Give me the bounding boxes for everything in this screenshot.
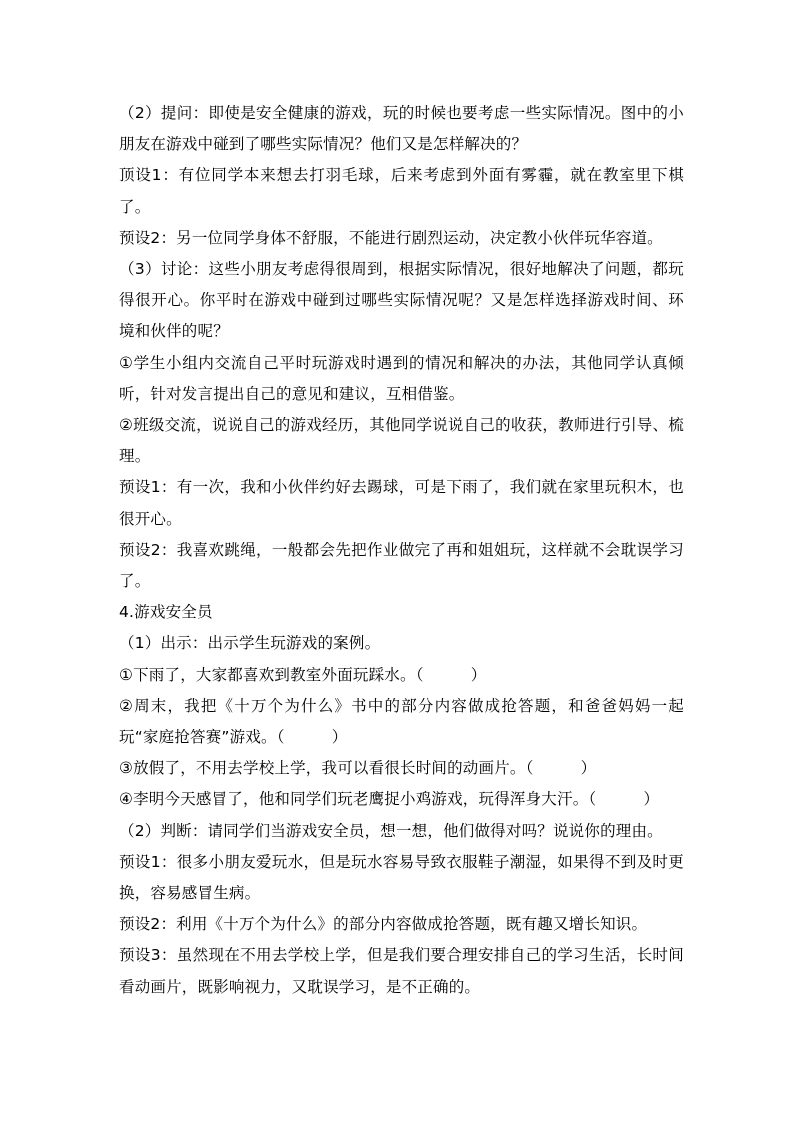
paragraph-preset-2b: 预设2：我喜欢跳绳，一般都会先把作业做完了再和姐姐玩，这样就不会耽误学习了。 (119, 540, 684, 591)
paragraph-class-exchange: ②班级交流，说说自己的游戏经历，其他同学说说自己的收获，教师进行引导、梳理。 (119, 416, 684, 466)
paragraph-preset-1c: 预设1：很多小朋友爱玩水，但是玩水容易导致衣服鞋子潮湿，如果得不到及时更换，容易感冒生病。 (119, 852, 684, 903)
paragraph-preset-1: 顶设1：有位同学本来想去打羽毛球，后来考虑到外面有雾霾，就在教室里下棋了。 (119, 166, 684, 216)
paragraph-judge: （2）判断：请同学们当游戏安全员，想一想，他们做得对吗？说说你的理由。 (119, 821, 663, 840)
paragraph-preset-1b: 预设1：有一次，我和小伙伴约好去踢球，可是下雨了，我们就在家里玩积木，也很开心。 (119, 478, 684, 528)
paragraph-preset-3c: 预设3：虽然现在不用去学校上学，但是我们要合理安排自己的学习生活，长时间看动画片，既影响视力，又耽误学习，是不正确的。 (119, 946, 684, 996)
paragraph-preset-2c: 预设2：利用《十万个为什么》的部分内容做成抢答题，既有趣又增长知识。 (119, 915, 648, 934)
document-body (119, 98, 684, 1003)
case-item-1: ①下雨了，大家都喜欢到教室外面玩踩水。（ ） (119, 665, 487, 684)
case-item-4: ④李明今天感冒了，他和同学们玩老鹰捉小鸡游戏，玩得浑身大汗。（ ） (119, 790, 660, 809)
paragraph-discussion-3: （3）讨论：这些小朋友考虑得很周到，根据实际情况，很好地解决了问题，都玩得很开心。你平时在游戏中碰到过哪些实际情况呢？又是怎样选择游戏时间、环境和伙伴的呢？ (119, 260, 684, 341)
case-item-3: ③放假了，不用去学校上学，我可以看很长时间的动画片。（ ） (119, 759, 597, 778)
paragraph-show-cases: （1）出示：出示学生玩游戏的案例。 (119, 634, 381, 653)
paragraph-preset-2: 预设2：另一位同学身体不舒服，不能进行剧烈运动，决定教小伙伴玩华容道。 (119, 228, 663, 247)
case-item-2: ②周末，我把《十万个为什么》书中的部分内容做成抢答题，和爸爸妈妈一起玩“家庭抢答赛”游戏。（ ） (119, 696, 684, 747)
section-heading-game-safety: 4.游戏安全员 (119, 603, 213, 622)
paragraph-group-exchange: ①学生小组内交流自己平时玩游戏时遇到的情况和解决的办法，其他同学认真倾听，针对发言提出自己的意见和建议，互相借鉴。 (119, 353, 684, 403)
paragraph-question-2: （2）提问：即使是安全健康的游戏，玩的时候也要考虑一些实际情况。图中的小朋友在游戏中碰到了哪些实际情况？他们又是怎样解决的？ (119, 104, 684, 154)
